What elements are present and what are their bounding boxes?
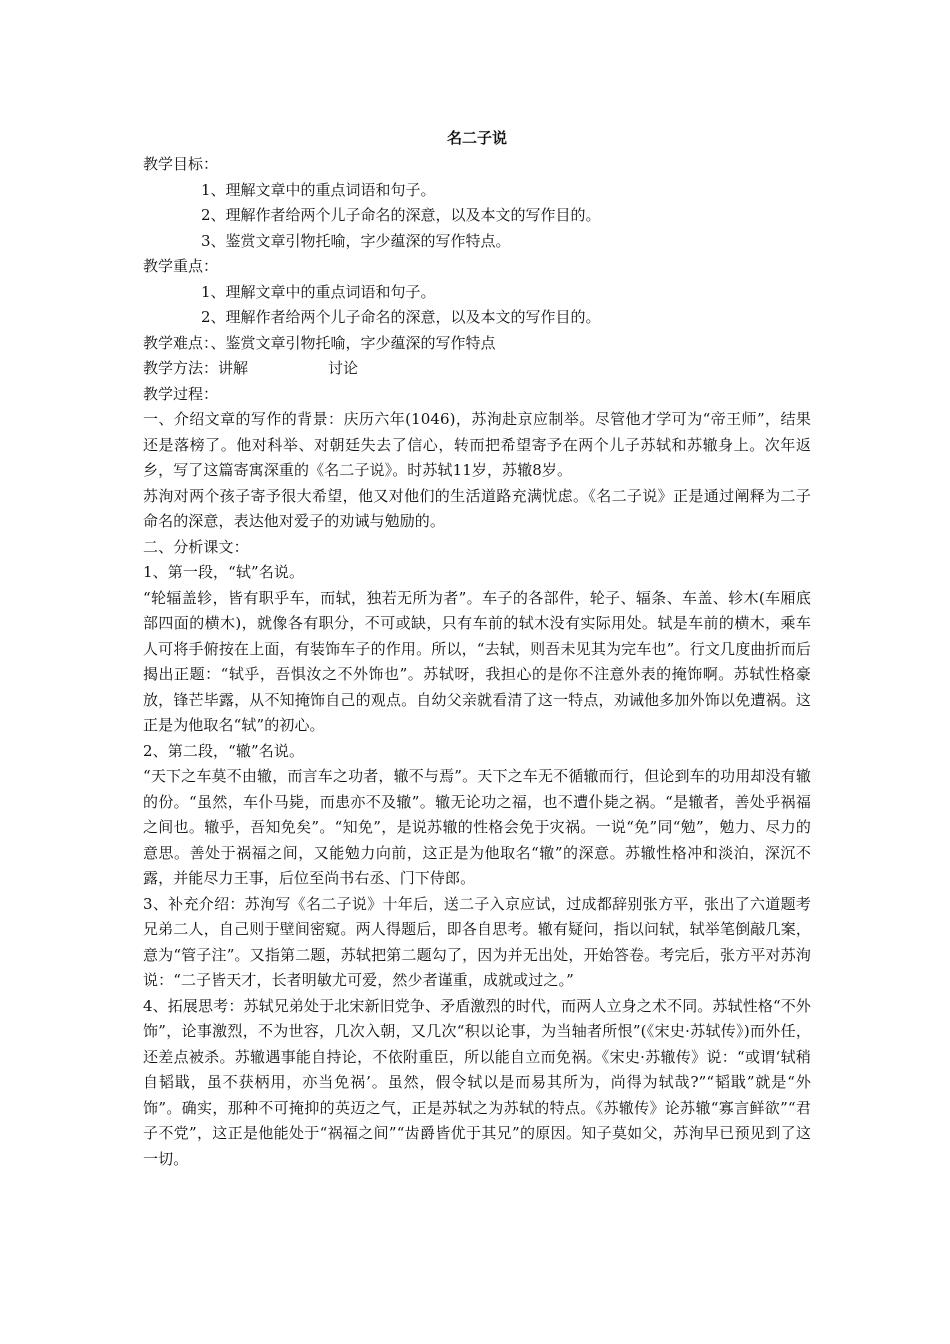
subsection-heading: 2、第二段，“辙”名说。 [143, 741, 305, 760]
background-paragraph-2: 苏洵对两个孩子寄予很大希望，他又对他们的生活道路充满忧虑。《名二子说》正是通过阐释为二子命名的深意，表达他对爱子的劝诫与勉励的。 [143, 486, 811, 530]
method-second: 讨论 [328, 359, 359, 377]
subsection-heading: 1、第一段，“轼”名说。 [143, 563, 305, 581]
objective-item: 1、理解文章中的重点词语和句子。 [201, 180, 436, 199]
method-line [143, 356, 811, 382]
difficulty-line: 教学难点：、鉴赏文章引物托喻，字少蕴深的写作特点 [143, 333, 496, 352]
objective-item: 2、理解作者给两个儿子命名的深意，以及本文的写作目的。 [201, 206, 601, 224]
body-paragraph: 3、补充介绍：苏洵写《名二子说》十年后，送二子入京应试，过成都辞别张方平，张出了六道题考兄弟二人，自己则于壁间密窥。两人得题后，即各自思考。辙有疑问，指以问轼，轼举笔倒敲几案，意为“管子注”。又指第二题，苏轼把第二题勾了，因为并无出处，开始答卷。考完后，张方平对苏洵说：“二子皆天才，长者明敏尤可爱，然少者谨重，成就或过之。” [143, 894, 811, 989]
body-paragraph: 4、拓展思考：苏轼兄弟处于北宋新旧党争、矛盾激烈的时代，而两人立身之术不同。苏轼性格“不外饰”，论事激烈，不为世容，几次入朝，又几次“积以论事，为当轴者所恨”(《宋史·苏轼传》)而外任，还差点被杀。苏辙遇事能自持论，不依附重臣，所以能自立而免祸。《宋史·苏辙传》说：“或谓‘轼稍自韬戢，虽不获柄用，亦当免祸’。虽然，假令轼以是而易其所为，尚得为轼哉?”“韬戢”就是“外饰”。确实，那种不可掩抑的英迈之气，正是苏轼之为苏轼的特点。《苏辙传》论苏辙“寡言鲜欲”“君子不党”，这正是他能处于“祸福之间”“齿爵皆优于其兄”的原因。知子莫如父，苏洵早已预见到了这一切。 [143, 996, 811, 1168]
objective-item: 3、鉴赏文章引物托喻，字少蕴深的写作特点。 [201, 231, 511, 250]
background-paragraph: 一、介绍文章的写作的背景：庆历六年(1046)，苏洵赴京应制举。尽管他才学可为“帝王师”，结果还是落榜了。他对科举、对朝廷失去了信心，转而把希望寄予在两个儿子苏轼和苏辙身上。次年返乡，写了这篇寄寓深重的《名二子说》。时苏轼11岁，苏辙8岁。 [143, 410, 811, 479]
keypoint-item: 1、理解文章中的重点词语和句子。 [201, 282, 436, 301]
objectives-heading: 教学目标： [143, 155, 219, 173]
keypoint-item: 2、理解作者给两个儿子命名的深意，以及本文的写作目的。 [201, 308, 601, 326]
section-heading: 二、分析课文： [143, 537, 249, 556]
document-title: 名二子说 [446, 129, 507, 147]
body-paragraph: “天下之车莫不由辙，而言车之功者，辙不与焉”。天下之车无不循辙而行，但论到车的功用却没有辙的份。“虽然，车仆马毙，而患亦不及辙”。辙无论功之福，也不遭仆毙之祸。“是辙者，善处乎祸福之间也。辙乎，吾知免矣”。“知免”，是说苏辙的性格会免于灾祸。一说“免”同“勉”，勉力、尽力的意思。善处于祸福之间，又能勉力向前，这正是为他取名“辙”的深意。苏辙性格冲和淡泊，深沉不露，并能尽力王事，后位至尚书右丞、门下侍郎。 [143, 767, 811, 887]
process-heading: 教学过程： [143, 384, 219, 403]
method-label: 教学方法：讲解 [143, 359, 249, 377]
document-page [143, 124, 811, 1172]
body-paragraph: “轮辐盖轸，皆有职乎车，而轼，独若无所为者”。车子的各部件，轮子、辐条、车盖、轸木(车厢底部四面的横木)，就像各有职分，不可或缺，只有车前的轼木没有实际用处。轼是车前的横木，乘车人可将手俯按在上面，有装饰车子的作用。所以，“去轼，则吾未见其为完车也”。行文几度曲折而后揭出正题：“轼乎，吾惧汝之不外饰也”。苏轼呀，我担心的是你不注意外表的掩饰啊。苏轼性格豪放，锋芒毕露，从不知掩饰自己的观点。自幼父亲就看清了这一特点，劝诫他多加外饰以免遭祸。这正是为他取名“轼”的初心。 [143, 588, 811, 734]
keypoints-heading: 教学重点： [143, 257, 219, 275]
